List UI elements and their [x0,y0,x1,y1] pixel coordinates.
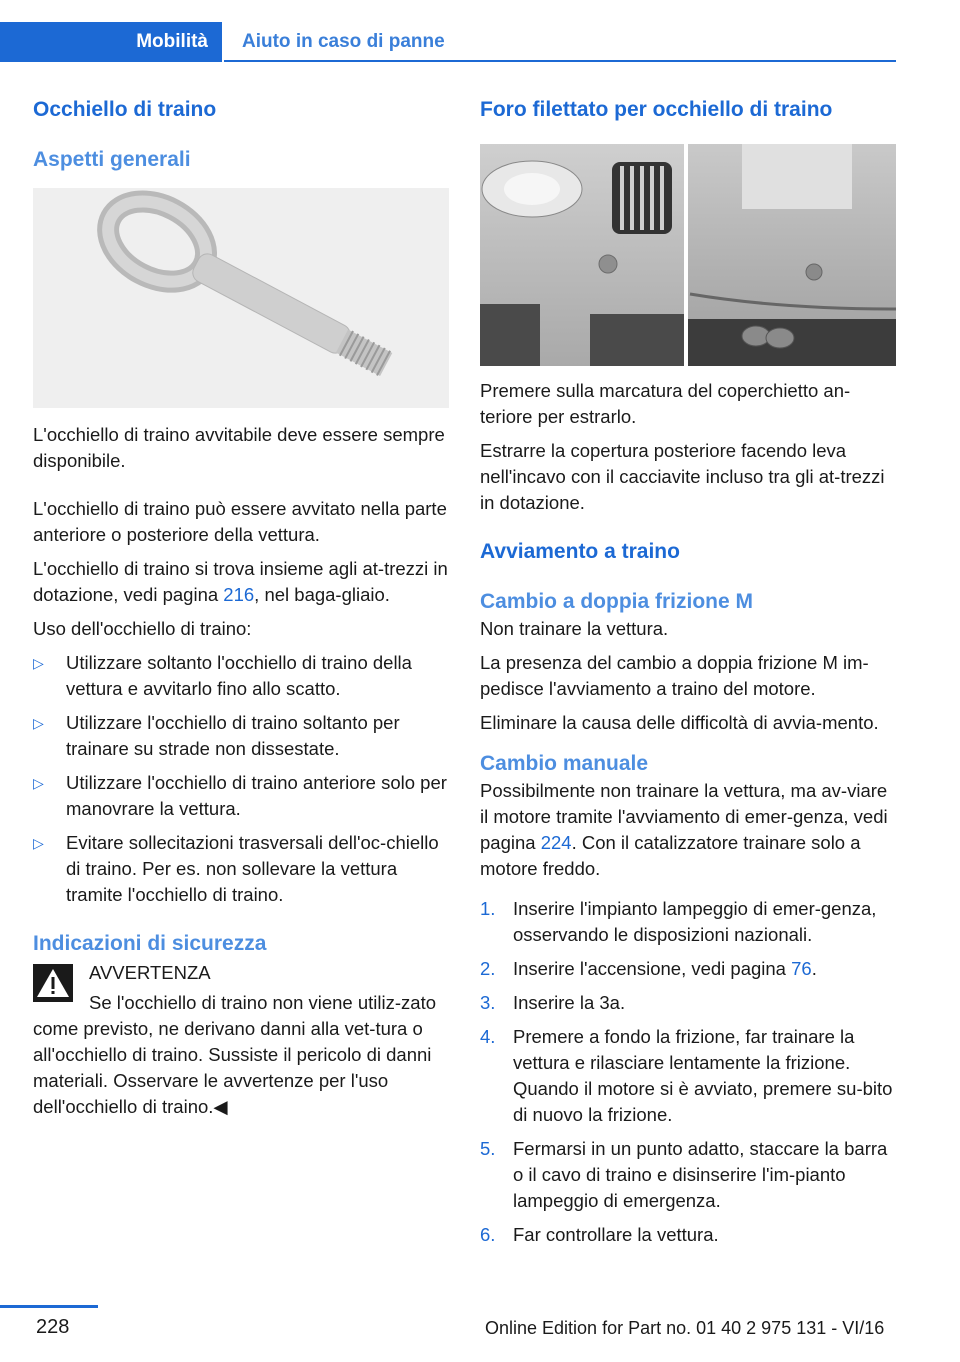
list-item-text: Utilizzare l'occhiello di traino anteriore solo per manovrare la vettura. [66,772,447,819]
header-chapter-label: Aiuto in caso di panne [242,31,445,52]
paragraph-rear-cover: Estrarre la copertura posteriore facendo leva nell'incavo con il cacciavite incluso tra gli at-trezzi in dotazione. [480,440,885,513]
towing-eye-image [33,188,449,408]
list-item [480,896,896,948]
step-text: Inserire l'impianto lampeggio di emer-genza, osservando le disposizioni nazionali. [513,898,877,945]
right-column [480,96,896,1256]
warning-label: AVVERTENZA [89,962,211,983]
location-text-a: L'occhiello di traino si trova insieme agli at-trezzi in dotazione, vedi pagina [33,558,448,605]
list-item-text: Utilizzare l'occhiello di traino soltanto per trainare su strade non dissestate. [66,712,400,759]
step-text: Fermarsi in un punto adatto, staccare la barra o il cavo di traino e disinserire l'im-pianto lampeggio di emergenza. [513,1138,888,1211]
paragraph-manual [480,778,896,882]
edition-note: Online Edition for Part no. 01 40 2 975 131 - VI/16 [485,1318,885,1338]
step-number: 2. [480,958,496,979]
triangle-bullet-icon: ▷ [33,835,44,851]
paragraph-front-cover: Premere sulla marcatura del coperchietto an-teriore per estrarlo. [480,380,851,427]
footer-rule [0,1305,98,1308]
vehicle-bumper-image [480,144,896,366]
page-link-76[interactable]: 76 [791,958,812,979]
step-text: Far controllare la vettura. [513,1224,719,1245]
paragraph-dct-3: Eliminare la causa delle difficoltà di avvia-mento. [480,712,879,733]
page-link-216[interactable]: 216 [223,584,255,605]
paragraph-dct-2: La presenza del cambio a doppia frizione M im-pedisce l'avviamento a traino del motore. [480,652,869,699]
manual-text-b: . Con il catalizzatore trainare solo a motore freddo. [480,832,861,879]
page-number: 228 [36,1316,70,1338]
page-link-224[interactable]: 224 [540,832,572,853]
list-item [33,830,449,908]
list-item [33,710,449,762]
header-section-tab[interactable] [0,22,222,62]
list-item [480,1136,896,1214]
warning-triangle-icon [33,964,73,1002]
header-section-label: Mobilità [136,31,208,52]
header-divider [224,60,896,62]
step-number: 3. [480,992,496,1013]
list-item [33,650,449,702]
list-item-text: Utilizzare soltanto l'occhiello di traino della vettura e avvitarlo fino allo scatto. [66,652,412,699]
steps-list [480,896,896,1248]
step-text: Inserire la 3a. [513,992,626,1013]
paragraph-location [33,556,449,608]
triangle-bullet-icon: ▷ [33,715,44,731]
paragraph-dct-1: Non trainare la vettura. [480,618,669,639]
warning-box [33,960,449,986]
location-text-b: , nel baga-gliaio. [254,584,390,605]
paragraph-availability: L'occhiello di traino avvitabile deve essere sempre disponibile. [33,424,445,471]
step-text: Inserire l'accensione, vedi pagina [513,958,792,979]
usage-list [33,650,449,908]
step-number: 1. [480,898,496,919]
step-number: 4. [480,1026,496,1047]
step-text: Premere a fondo la frizione, far trainare la vettura e rilasciare lentamente la frizione. Quando il motore si è avviato, premere su-bito di nuovo la frizione. [513,1026,893,1125]
list-item-text: Evitare sollecitazioni trasversali dell'oc-chiello di traino. Per es. non sollevare la vettura tramite l'occhiello di traino. [66,832,439,905]
manual-text-a: Possibilmente non trainare la vettura, ma av-viare il motore tramite l'avviamento di emer-genza, vedi pagina [480,780,888,853]
list-item [480,956,896,982]
list-item [480,1222,896,1248]
warning-text: Se l'occhiello di traino non viene utiliz-zato come previsto, ne derivano danni alla vet-tura o all'occhiello di traino. Sussiste il pericolo di danni materiali. Osservare le avvertenze per l'uso dell'occhiello di traino.◀ [33,992,437,1117]
section-title-towing-eye: Occhiello di traino [33,98,217,121]
list-item [33,770,449,822]
paragraph-mounting: L'occhiello di traino può essere avvitato nella parte anteriore o posteriore della vettura. [33,498,447,545]
section-title-tow-start: Avviamento a traino [480,540,680,563]
section-title-threaded-hole: Foro filettato per occhiello di traino [480,98,833,121]
triangle-bullet-icon: ▷ [33,775,44,791]
step-number: 6. [480,1224,496,1245]
header-chapter-tab[interactable] [224,22,896,62]
subtitle-manual: Cambio manuale [480,752,649,775]
subtitle-general: Aspetti generali [33,148,191,171]
subtitle-dct: Cambio a doppia frizione M [480,590,754,613]
step-text-end: . [811,958,817,979]
left-column [33,96,449,1120]
list-item [480,1024,896,1128]
triangle-bullet-icon: ▷ [33,655,44,671]
step-number: 5. [480,1138,496,1159]
list-item [480,990,896,1016]
safety-title: Indicazioni di sicurezza [33,932,267,955]
paragraph-usage-intro: Uso dell'occhiello di traino: [33,618,252,639]
